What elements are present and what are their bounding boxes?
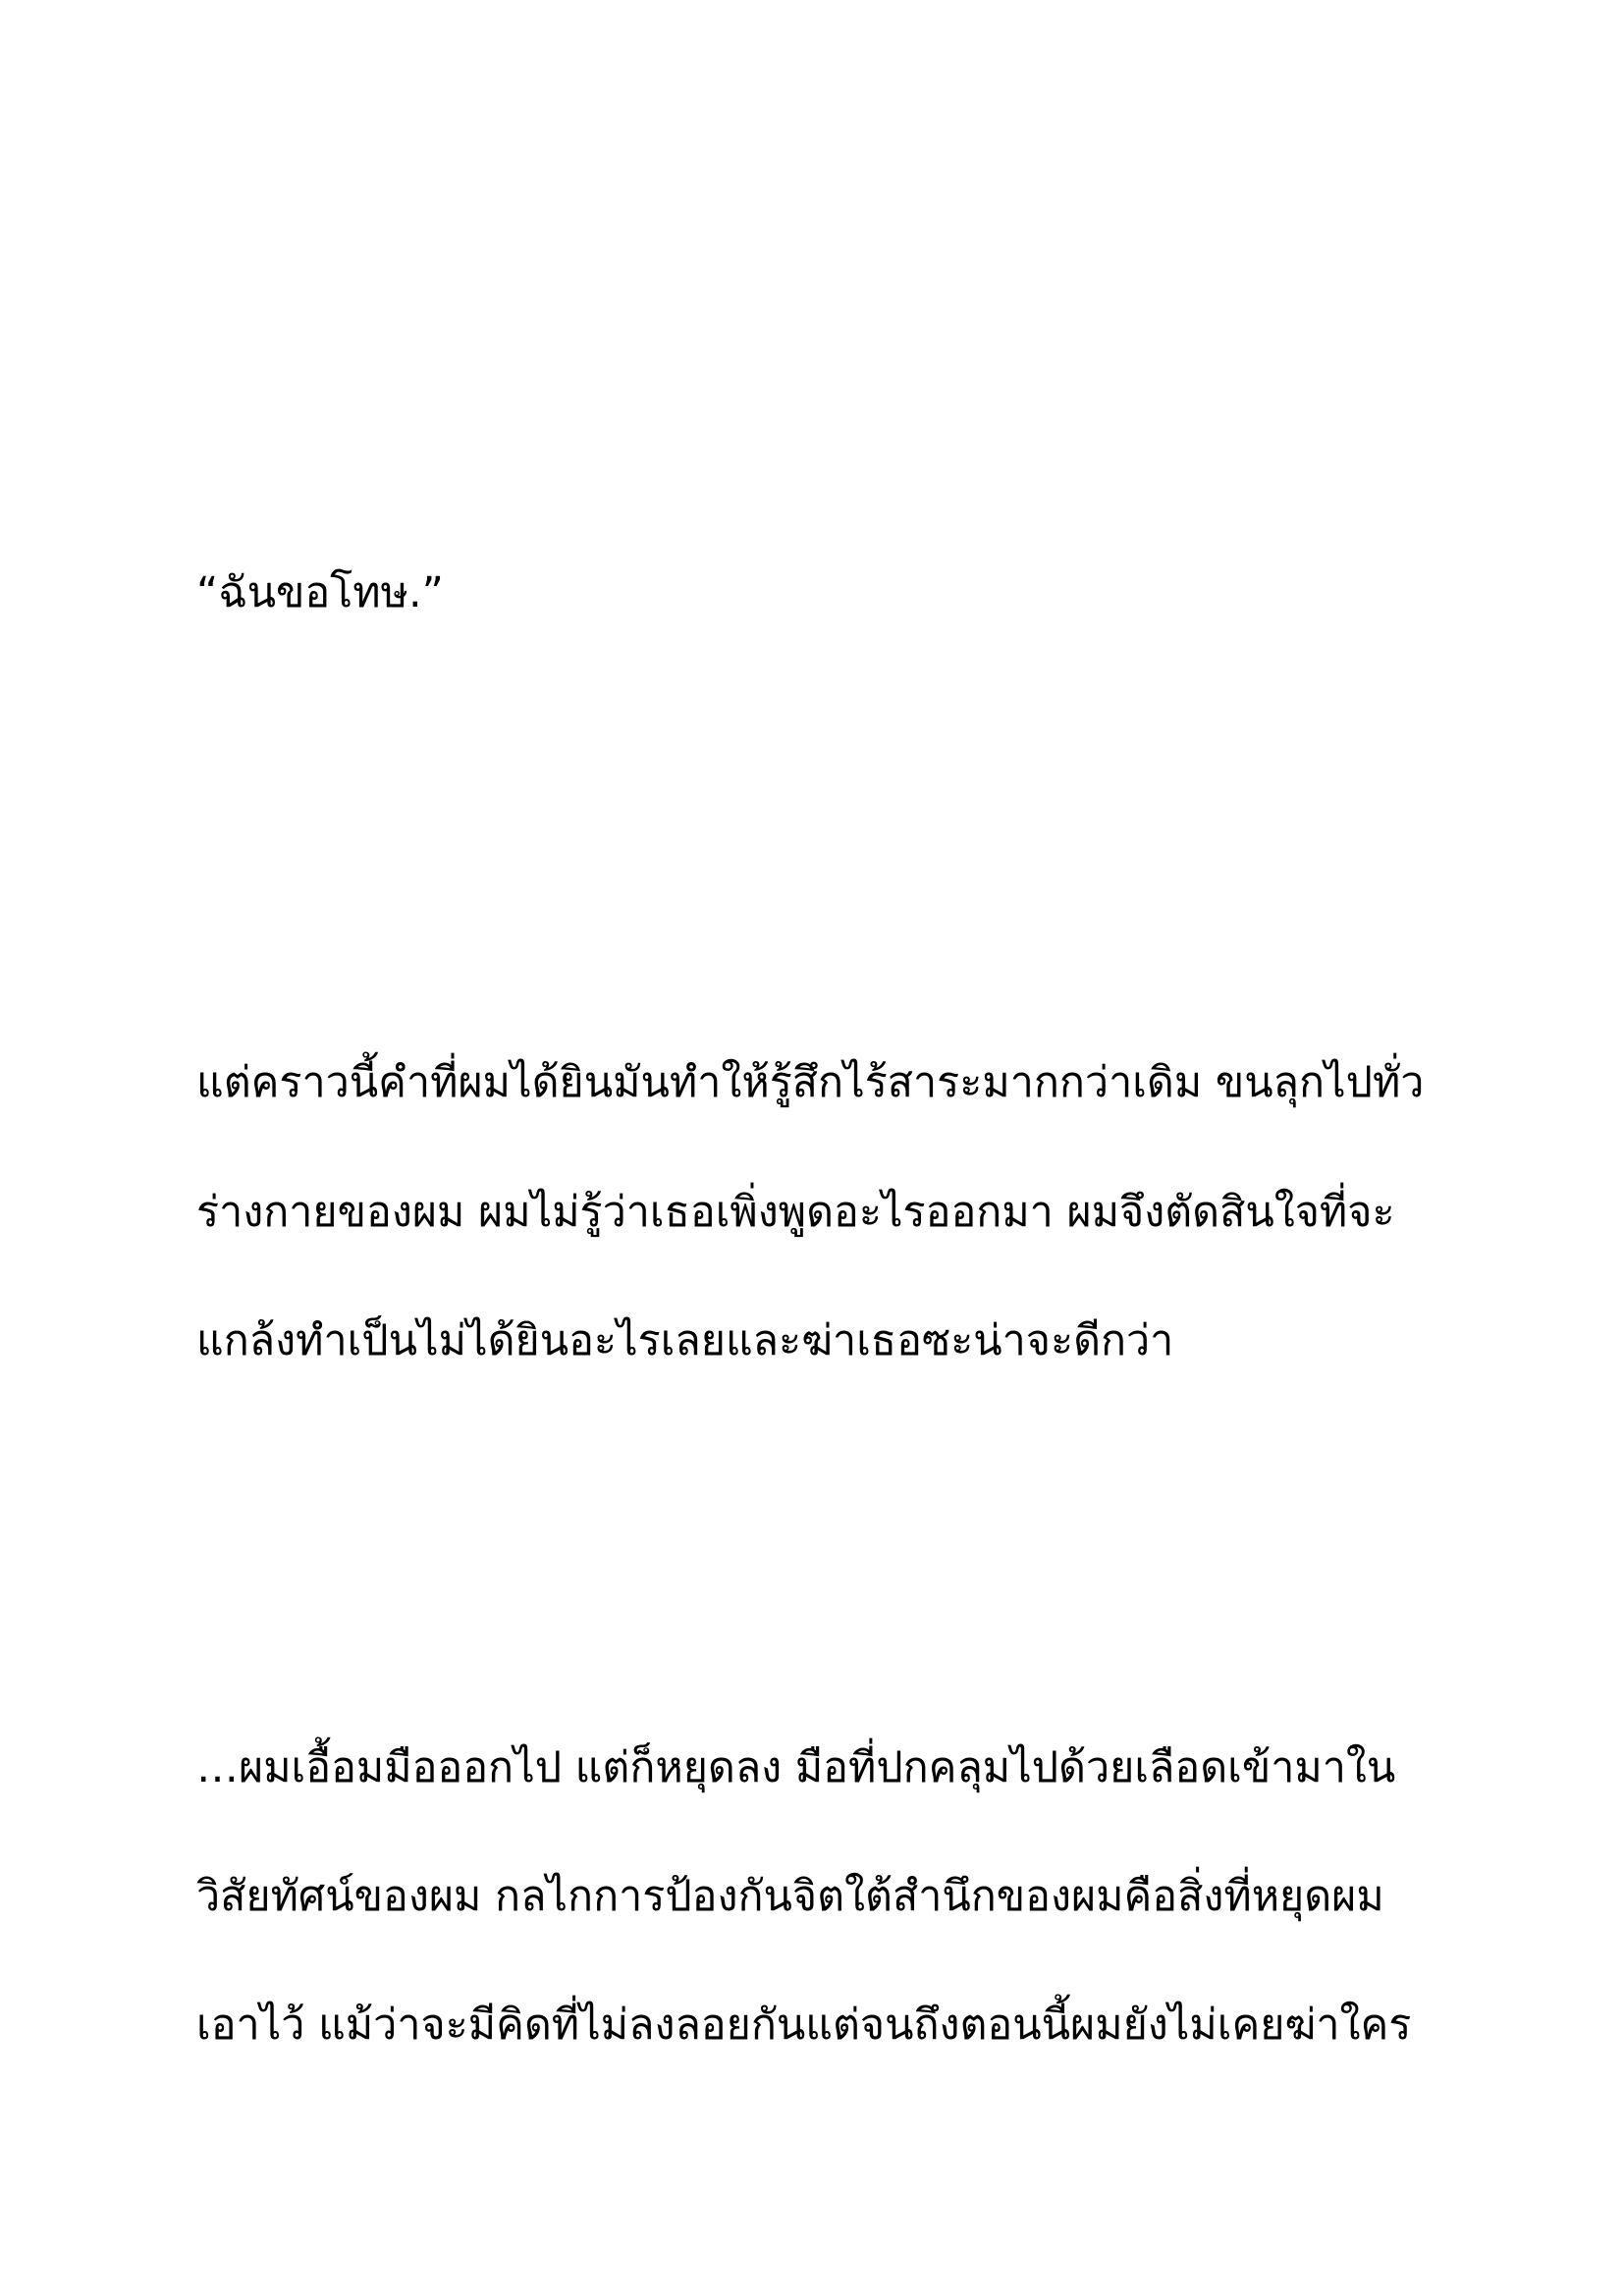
dialogue-line: “ฉันขอโทษ.”: [196, 568, 444, 617]
paragraph-3-line-2: วิสัยทัศน์ของผม กลไกการป้องกันจิตใต้สำนึกของผมคือสิ่งที่หยุดผม: [196, 1872, 1384, 1921]
paragraph-2-line-1: แต่คราวนี้คำที่ผมได้ยินมันทำให้รู้สึกไร้สาระมากกว่าเดิม ขนลุกไปทั่ว: [196, 1058, 1425, 1107]
paragraph-3-line-1: …ผมเอื้อมมือออกไป แต่ก็หยุดลง มือที่ปกคลุมไปด้วยเลือดเข้ามาใน: [196, 1743, 1396, 1792]
paragraph-2-line-2: ร่างกายของผม ผมไม่รู้ว่าเธอเพิ่งพูดอะไรออกมา ผมจึงตัดสินใจที่จะ: [196, 1188, 1395, 1237]
paragraph-3-line-3: เอาไว้ แม้ว่าจะมีคิดที่ไม่ลงลอยกันแต่จนถึงตอนนี้ผมยังไม่เคยฆ่าใคร: [196, 2001, 1412, 2050]
paragraph-2-line-3: แกล้งทำเป็นไม่ได้ยินอะไรเลยและฆ่าเธอซะน่าจะดีกว่า: [196, 1316, 1174, 1365]
